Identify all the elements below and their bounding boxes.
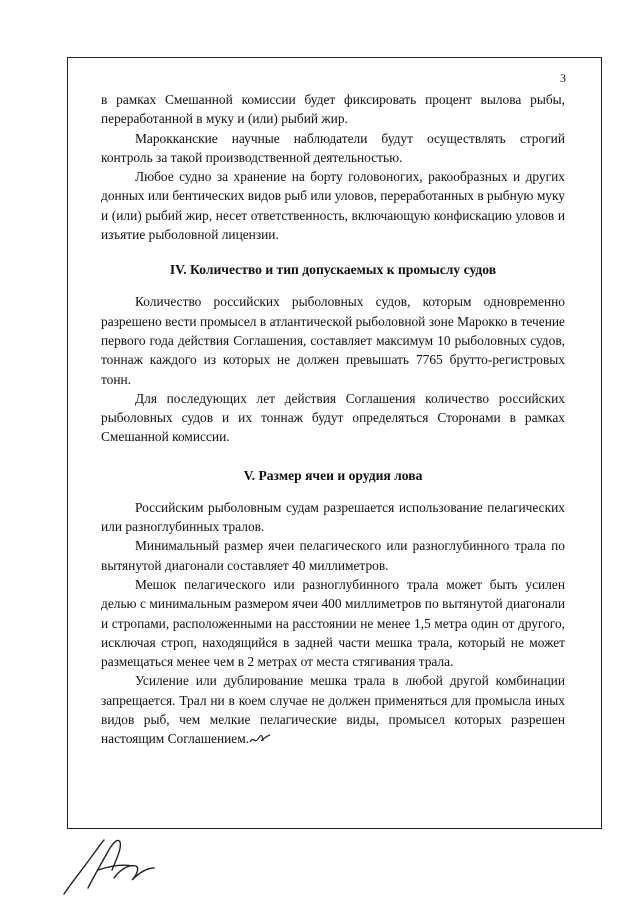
paragraph: Мешок пелагического или разноглубинного трала может быть усилен делью с минимальным размером ячеи 400 миллиметров по вытянутой диагонали и стропами, расположенными на расстоянии не менее 1,5 метра один от другого, исключая строп, находящийся в задней части мешка трала, который не может размещаться менее чем в 2 метрах от места стягивания трала. <box>101 576 565 670</box>
paragraph-text: Усиление или дублирование мешка трала в любой другой комбинации запрещается. Трал ни в коем случае не должен применяться для промысла иных видов рыб, чем мелкие пелагические виды, промысел которых разрешен настоящим Соглашением. <box>101 673 565 747</box>
section-heading-v: V. Размер ячеи и орудия лова <box>243 467 423 483</box>
signature-icon <box>58 830 178 900</box>
paragraph: Российским рыболовным судам разрешается использование пелагических или разноглубинных тралов. <box>101 499 565 535</box>
paragraph: Количество российских рыболовных судов, которым одновременно разрешено вести промысел в атлантической рыболовной зоне Марокко в течение первого года действия Соглашения, составляет максимум 10 рыболовных судов, тоннаж каждого из которых не должен превышать 7765 брутто-регистровых тонн. <box>101 294 565 387</box>
paragraph: Марокканские научные наблюдатели будут осуществлять строгий контроль за такой производственной деятельностью. <box>101 130 565 165</box>
paragraph: Минимальный размер ячеи пелагического или разноглубинного трала по вытянутой диагонали составляет 40 миллиметров. <box>101 538 565 573</box>
paragraph: Для последующих лет действия Соглашения количество российских рыболовных судов и их тоннаж будут определяться Сторонами в рамках Смешанной комиссии. <box>101 390 565 445</box>
paragraph <box>101 671 565 748</box>
initials-mark-icon <box>249 732 271 746</box>
paragraph: Любое судно за хранение на борту головоногих, ракообразных и других донных или бентических видов рыб или уловов, переработанных в рыбную муку и (или) рыбий жир, несет ответственность, включающую конфискацию уловов и изъятие рыболовной лицензии. <box>101 169 565 243</box>
document-body <box>101 90 565 749</box>
page-number: 3 <box>560 71 566 85</box>
section-heading-iv: IV. Количество и тип допускаемых к промыслу судов <box>169 262 497 278</box>
paragraph: в рамках Смешанной комиссии будет фиксировать процент вылова рыбы, переработанной в муку и (или) рыбий жир. <box>101 92 565 127</box>
